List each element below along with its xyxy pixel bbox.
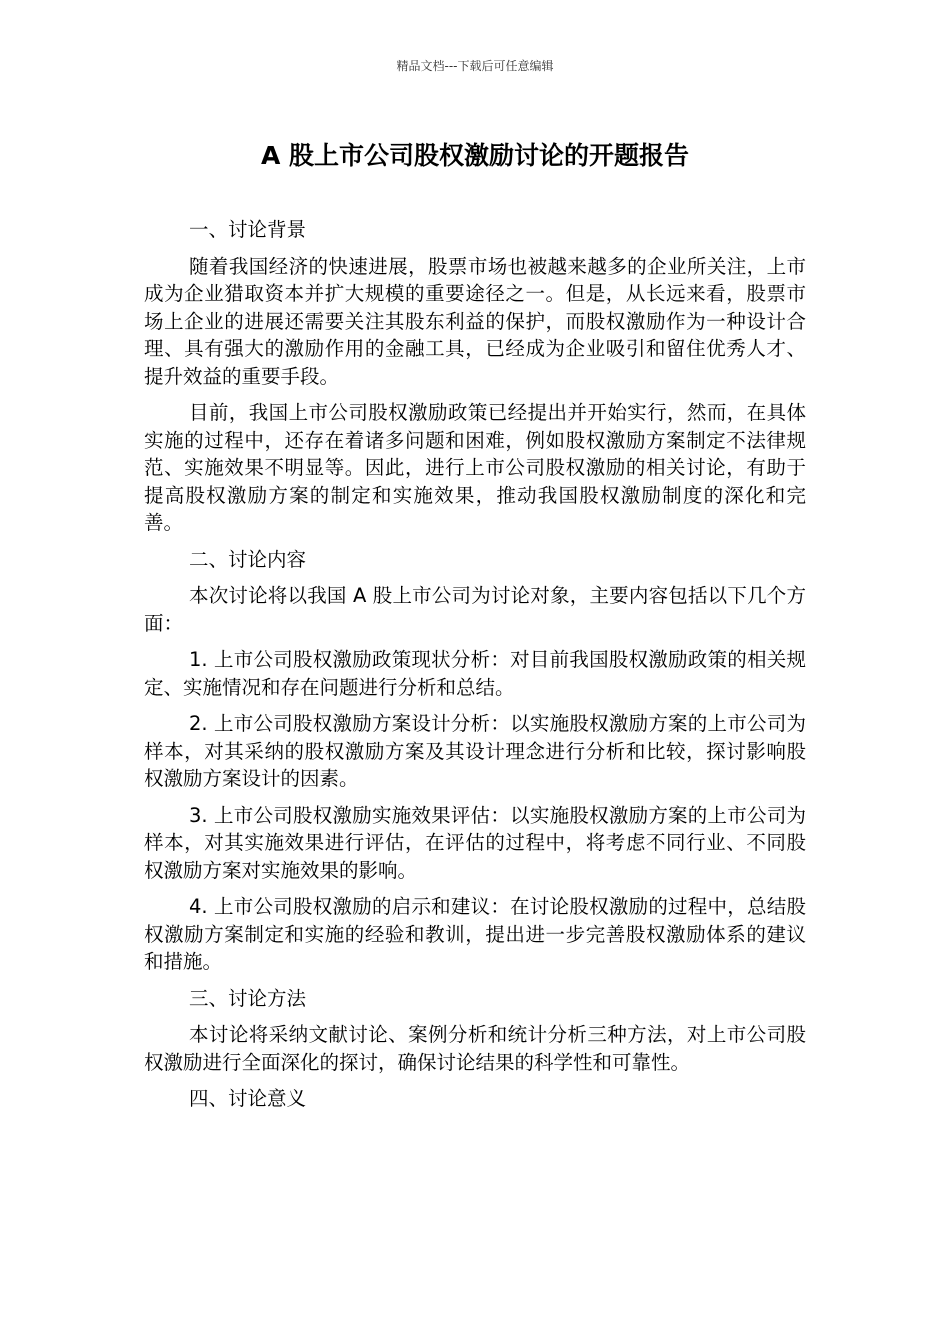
section-heading-content: 二、讨论内容 [189, 547, 307, 571]
document-title: A 股上市公司股权激励讨论的开题报告 [260, 141, 690, 170]
list-item-4: 4. 上市公司股权激励的启示和建议：在讨论股权激励的过程中，总结股权激励方案制定和实施的经验和教训，提出进一步完善股权激励体系的建议和措施。 [144, 895, 806, 973]
page-header: 精品文档---下载后可任意编辑 [396, 59, 554, 73]
document-body [144, 216, 806, 1122]
section-heading-background: 一、讨论背景 [189, 218, 307, 241]
paragraph-content-intro: 本次讨论将以我国 A 股上市公司为讨论对象，主要内容包括以下几个方面： [144, 584, 806, 635]
section-heading-method: 三、讨论方法 [189, 986, 307, 1010]
section-heading-significance: 四、讨论意义 [189, 1087, 307, 1110]
list-item-2: 2. 上市公司股权激励方案设计分析：以实施股权激励方案的上市公司为样本，对其采纳的股权激励方案及其设计理念进行分析和比较，探讨影响股权激励方案设计的因素。 [144, 712, 806, 790]
list-item-1: 1. 上市公司股权激励政策现状分析：对目前我国股权激励政策的相关规定、实施情况和存在问题进行分析和总结。 [144, 648, 806, 699]
paragraph-background-2: 目前，我国上市公司股权激励政策已经提出并开始实行，然而，在具体实施的过程中，还存在着诸多问题和困难，例如股权激励方案制定不法律规范、实施效果不明显等。因此，进行上市公司股权激励的相关讨论，有助于提高股权激励方案的制定和实施效果，推动我国股权激励制度的深化和完善。 [144, 401, 806, 534]
paragraph-method: 本讨论将采纳文献讨论、案例分析和统计分析三种方法，对上市公司股权激励进行全面深化的探讨，确保讨论结果的科学性和可靠性。 [144, 1023, 806, 1074]
paragraph-background-1: 随着我国经济的快速进展，股票市场也被越来越多的企业所关注，上市成为企业猎取资本并扩大规模的重要途径之一。但是，从长远来看，股票市场上企业的进展还需要关注其股东利益的保护，而股权激励作为一种设计合理、具有强大的激励作用的金融工具，已经成为企业吸引和留住优秀人才、提升效益的重要手段。 [144, 254, 806, 388]
list-item-3: 3. 上市公司股权激励实施效果评估：以实施股权激励方案的上市公司为样本，对其实施效果进行评估，在评估的过程中，将考虑不同行业、不同股权激励方案对实施效果的影响。 [144, 803, 806, 882]
